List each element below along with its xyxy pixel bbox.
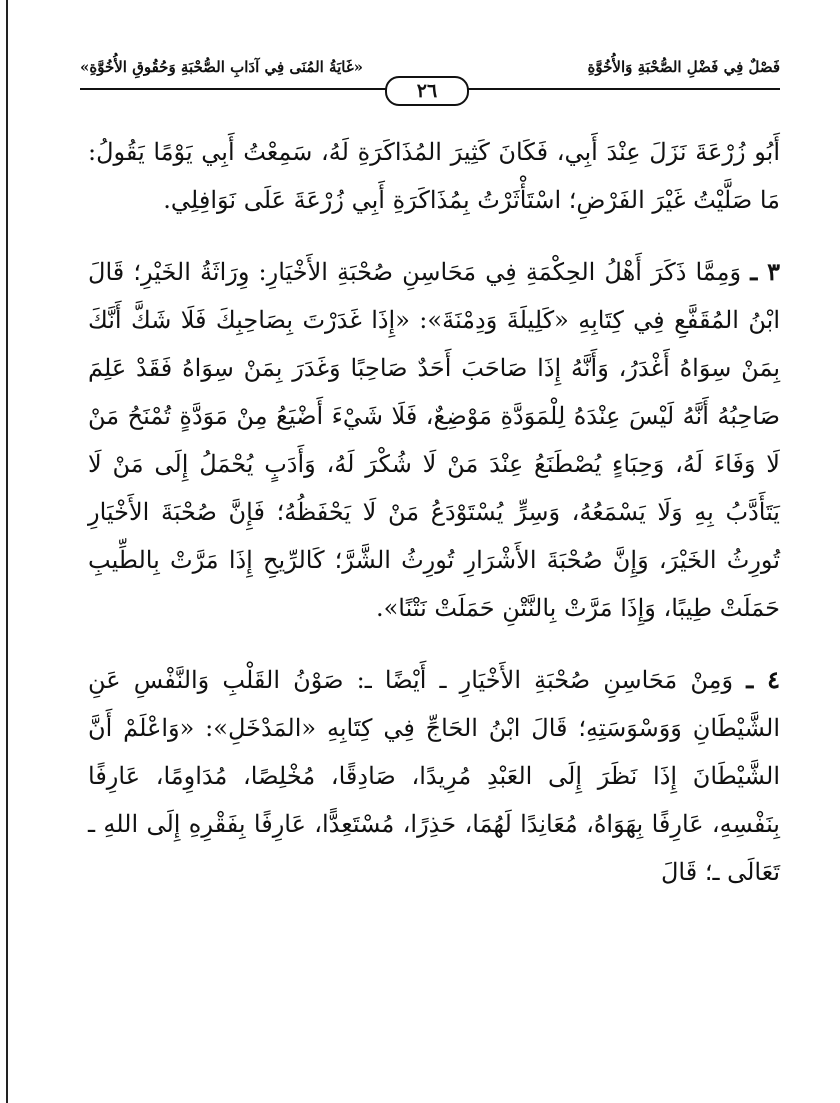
chapter-title: فَصْلٌ فِي فَضْلِ الصُّحْبَةِ وَالأُخُوَّةِ [587,58,780,76]
paragraph-text: وَمِمَّا ذَكَرَ أَهْلُ الحِكْمَةِ فِي مَحَاسِنِ صُحْبَةِ الأَخْيَارِ: وِرَاثَةُ الخَيْرِ؛ قَالَ ابْنُ المُقَفَّعِ فِي كِتَابِهِ «كَلِيلَةَ وَدِمْنَةَ»: «إِذَا غَدَرْتَ بِصَاحِبِكَ فَلَا شَكَّ أَنَّكَ بِمَنْ سِوَاهُ أَغْدَرُ، وَأَنَّهُ إِذَا صَاحَبَ أَحَدٌ صَاحِبًا وَغَدَرَ بِمَنْ سِوَاهُ فَقَدْ عَلِمَ صَاحِبُهُ أَنَّهُ لَيْسَ عِنْدَهُ لِلْمَوَدَّةِ مَوْضِعٌ، فَلَا شَيْءَ أَضْيَعُ مِنْ مَوَدَّةٍ تُمْنَحُ مَنْ لَا وَفَاءَ لَهُ، وَحِبَاءٍ يُصْطَنَعُ عِنْدَ مَنْ لَا شُكْرَ لَهُ، وَأَدَبٍ يُحْمَلُ إِلَى مَنْ لَا يَتَأَدَّبُ بِهِ وَلَا يَسْمَعُهُ، وَسِرٍّ يُسْتَوْدَعُ مَنْ لَا يَحْفَظُهُ؛ فَإِنَّ صُحْبَةَ الأَخْيَارِ تُورِثُ الخَيْرَ، وَإِنَّ صُحْبَةَ الأَشْرَارِ تُورِثُ الشَّرَّ؛ كَالرِّيحِ إِذَا مَرَّتْ بِالطِّيبِ حَمَلَتْ طِيبًا، وَإِذَا مَرَّتْ بِالنَّتْنِ حَمَلَتْ نَتْنًا». [88,258,780,622]
binding-edge-rule [6,0,8,1103]
running-header [80,54,780,100]
main-text [88,128,780,896]
page-number: ٢٦ [416,80,438,102]
paragraph-number: ٣ ـ [750,257,780,286]
paragraph [88,656,780,896]
paragraph-text: أَبُو زُرْعَةَ نَزَلَ عِنْدَ أَبِي، فَكَانَ كَثِيرَ المُذَاكَرَةِ لَهُ، سَمِعْتُ أَبِي يَوْمًا يَقُولُ: مَا صَلَّيْتُ غَيْرَ الفَرْضِ؛ اسْتَأْثَرْتُ بِمُذَاكَرَةِ أَبِي زُرْعَةَ عَلَى نَوَافِلِي. [88,138,780,214]
paragraph-number: ٤ ـ [746,665,780,694]
book-title: «غَايَةُ المُنَى فِي آدَابِ الصُّحْبَةِ وَحُقُوقِ الأُخُوَّةِ» [80,58,364,76]
paragraph [88,128,780,224]
page-number-badge [385,76,469,106]
paragraph [88,248,780,632]
paragraph-text: وَمِنْ مَحَاسِنِ صُحْبَةِ الأَخْيَارِ ـ أَيْضًا ـ: صَوْنُ القَلْبِ وَالنَّفْسِ عَنِ الشَّيْطَانِ وَوَسْوَسَتِهِ؛ قَالَ ابْنُ الحَاجِّ فِي كِتَابِهِ «المَدْخَلِ»: «وَاعْلَمْ أَنَّ الشَّيْطَانَ إِذَا نَظَرَ إِلَى العَبْدِ مُرِيدًا، صَادِقًا، مُخْلِصًا، مُدَاوِمًا، عَارِفًا بِنَفْسِهِ، عَارِفًا بِهَوَاهُ، مُعَانِدًا لَهُمَا، حَذِرًا، مُسْتَعِدًّا، عَارِفًا بِفَقْرِهِ إِلَى اللهِ ـ تَعَالَى ـ؛ قَالَ [88,666,780,886]
